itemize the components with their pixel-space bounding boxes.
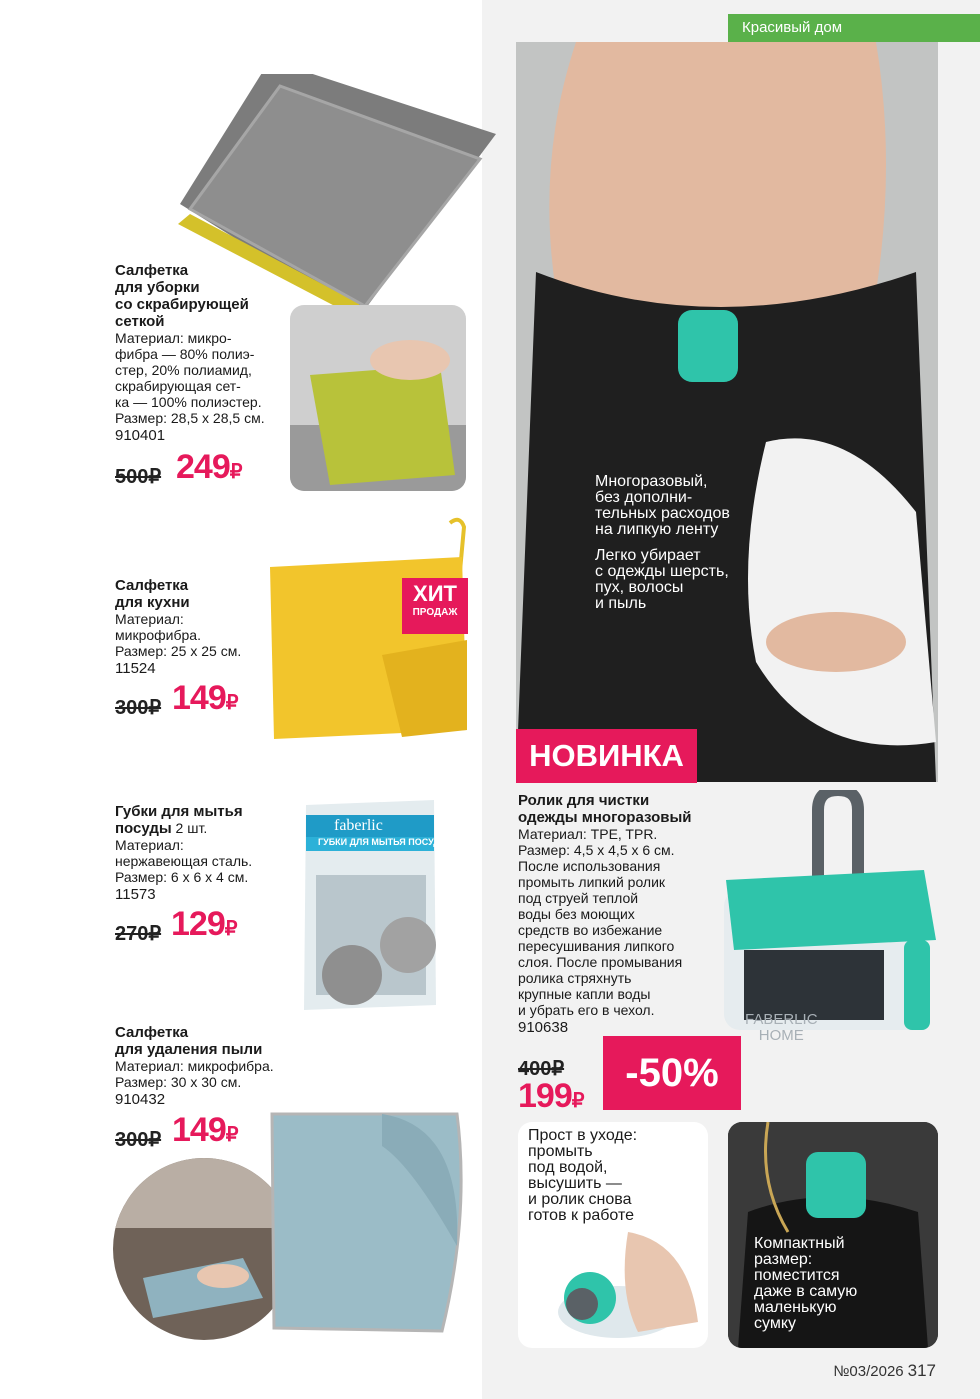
cloth-usage-photo bbox=[290, 305, 466, 491]
product-1-code: 910401 bbox=[115, 427, 166, 444]
roller-new-price: 199₽ bbox=[518, 1077, 584, 1115]
page-number: 317 bbox=[907, 1361, 936, 1380]
product-1-text bbox=[115, 262, 295, 444]
section-tab[interactable]: Красивый дом bbox=[728, 14, 980, 42]
sponge-pack-brand: faberlic bbox=[334, 817, 383, 834]
product-2-code: 11524 bbox=[115, 660, 156, 677]
product-1-desc: Материал: микро- фибра — 80% полиэ- стер, 20% полиамид, скрабирующая сет- ка — 100% полиэстер. Размер: 28,5 х 28,5 см. bbox=[115, 330, 265, 426]
roller-code: 910638 bbox=[518, 1019, 569, 1036]
blue-cloth-photo bbox=[262, 1106, 470, 1336]
compact-tile bbox=[728, 1122, 938, 1348]
product-4-text bbox=[115, 1024, 305, 1108]
discount-badge: -50% bbox=[603, 1036, 741, 1110]
product-3-title: Губки для мытья посуды bbox=[115, 803, 243, 837]
care-tile bbox=[518, 1122, 708, 1348]
roller-old-price: 400₽ bbox=[518, 1058, 565, 1080]
product-3-text bbox=[115, 803, 295, 903]
roller-text bbox=[518, 792, 718, 1036]
roller-box-print: FABERLIC HOME bbox=[745, 1011, 818, 1044]
roller-title: Ролик для чистки одежды многоразовый bbox=[518, 792, 692, 826]
product-4-desc: Материал: микрофибра. Размер: 30 х 30 см. bbox=[115, 1058, 274, 1090]
product-2-new-price: 149₽ bbox=[172, 679, 238, 717]
product-1-old-price: 500₽ bbox=[115, 466, 162, 488]
issue-number: №03/2026 bbox=[833, 1363, 904, 1380]
new-badge: НОВИНКА bbox=[516, 729, 697, 783]
product-2-text bbox=[115, 577, 275, 677]
compact-tile-text: Компактный размер: поместится даже в самую маленькую сумку bbox=[754, 1235, 858, 1332]
product-3-desc: Материал: нержавеющая сталь. Размер: 6 х 6 х 4 см. bbox=[115, 837, 253, 885]
care-tile-text: Прост в уходе: промыть под водой, высушить — и ролик снова готов к работе bbox=[528, 1127, 638, 1224]
product-4-new-price: 149₽ bbox=[172, 1111, 238, 1149]
product-3-old-price: 270₽ bbox=[115, 923, 162, 945]
sponge-pack-label: ГУБКИ ДЛЯ МЫТЬЯ ПОСУДЫ bbox=[318, 837, 449, 847]
product-3-code: 11573 bbox=[115, 886, 156, 903]
product-2-old-price: 300₽ bbox=[115, 697, 162, 719]
product-3-new-price: 129₽ bbox=[171, 905, 237, 943]
product-4-code: 910432 bbox=[115, 1091, 166, 1108]
product-1-new-price: 249₽ bbox=[176, 448, 242, 486]
roller-box-photo bbox=[714, 790, 942, 1038]
product-4-title: Салфетка для удаления пыли bbox=[115, 1024, 263, 1058]
hero-overlay-text-2: Легко убирает с одежды шерсть, пух, волосы и пыль bbox=[595, 547, 729, 612]
product-2-title: Салфетка для кухни bbox=[115, 577, 190, 611]
roller-desc: Материал: TPE, TPR. Размер: 4,5 х 4,5 х 6 см. После использования промыть липкий ролик под струей теплой воды без моющих средств во избежание пересушивания липкого слоя. После промывания ролика стряхнуть крупные капли воды и убрать его в чехол. bbox=[518, 826, 683, 1018]
product-1-title: Салфетка для уборки со скрабирующей сеткой bbox=[115, 262, 249, 330]
product-2-desc: Материал: микрофибра. Размер: 25 х 25 см. bbox=[115, 611, 242, 659]
page-footer bbox=[833, 1361, 936, 1381]
hit-sale-badge: ХИТ ПРОДАЖ bbox=[402, 578, 468, 634]
product-4-old-price: 300₽ bbox=[115, 1129, 162, 1151]
product-3-qty: 2 шт. bbox=[171, 820, 208, 836]
hero-overlay-text-1: Многоразовый, без дополни- тельных расходов на липкую ленту bbox=[595, 473, 730, 538]
hero-photo bbox=[516, 42, 938, 782]
